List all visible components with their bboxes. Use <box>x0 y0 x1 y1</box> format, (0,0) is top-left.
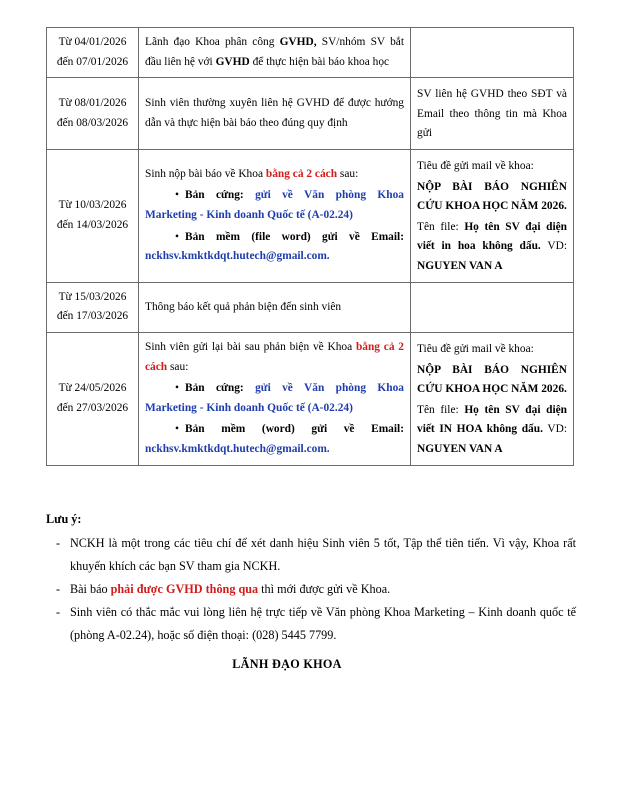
row-note-cell <box>411 78 574 150</box>
method-label: Bản mềm <box>185 423 246 436</box>
table-row <box>47 282 574 332</box>
date-from: Từ 15/03/2026 <box>58 290 127 303</box>
notes-title: Lưu ý: <box>46 512 82 526</box>
content-text-part: SV/nhóm SV bắt đầu liên hệ với <box>145 36 404 68</box>
method-label: Bản cứng: <box>185 189 244 202</box>
row-content-cell <box>139 332 411 465</box>
submission-intro <box>145 165 404 185</box>
submission-methods-list <box>145 186 404 266</box>
bullet-dot-icon: • <box>175 189 179 202</box>
bullet-dot-icon: • <box>175 230 179 243</box>
list-item <box>145 379 404 418</box>
list-item <box>145 186 404 225</box>
note-text-part: VD: <box>540 240 567 253</box>
row-content-cell <box>139 28 411 78</box>
content-paragraph <box>145 33 404 72</box>
note-filename-rule <box>417 401 567 460</box>
intro-highlight: bằng cả 2 cách <box>265 167 338 180</box>
row-date-cell <box>47 78 139 150</box>
row-note-cell <box>411 332 574 465</box>
note-highlight: phải được GVHD thông qua <box>110 581 259 596</box>
intro-text-part: Sinh nộp bài báo về Khoa <box>145 167 266 180</box>
resubmission-methods-list <box>145 379 404 459</box>
note-item-text: NCKH là một trong các tiêu chí để xét danh hiệu Sinh viên 5 tốt, Tập thể tiên tiến. Vì vậy, Khoa rất khuyến khích các bạn SV tham gia NCKH. <box>70 535 576 573</box>
note-dash-marker: - <box>56 535 61 550</box>
intro-text-part: Sinh viên gửi lại bài sau phản biện về Khoa <box>145 340 356 353</box>
content-bold-gvhd: GVHD <box>215 55 250 68</box>
row-content-cell <box>139 282 411 332</box>
row-date-cell <box>47 282 139 332</box>
table-row <box>47 28 574 78</box>
date-to: đến 17/03/2026 <box>56 310 129 323</box>
method-detail-link: gửi về Văn phòng Khoa Marketing - Kinh doanh Quốc tế (A-02.24) <box>145 382 404 414</box>
intro-highlight: bằng cả 2 cách <box>145 340 404 373</box>
note-item-3 <box>46 601 576 647</box>
row-content-cell <box>139 78 411 150</box>
note-text-part: thì mới được gửi về Khoa. <box>258 581 391 596</box>
submission-email: nckhsv.kmktkdqt.hutech@gmail.com. <box>145 250 330 263</box>
note-filename-bold: Họ tên SV đại diện viết IN HOA không dấu. <box>417 403 567 436</box>
row-date-cell <box>47 150 139 283</box>
date-to: đến 07/01/2026 <box>56 55 129 68</box>
note-mail-subject-label: Tiêu đề gửi mail về khoa: <box>417 342 534 355</box>
note-filename-bold: Họ tên SV đại diện viết in hoa không dấu. <box>417 220 567 253</box>
note-text-part: Tên file: <box>417 403 465 416</box>
date-from: Từ 24/05/2026 <box>58 382 127 395</box>
date-to: đến 27/03/2026 <box>56 401 129 414</box>
schedule-table <box>46 27 574 466</box>
note-text-part: VD: <box>542 423 567 436</box>
table-row <box>47 332 574 465</box>
intro-text-part: sau: <box>167 360 189 373</box>
note-filename-example: NGUYEN VAN A <box>417 442 503 455</box>
row-note-cell <box>411 28 574 78</box>
table-row <box>47 150 574 283</box>
list-item <box>145 420 404 459</box>
list-item <box>145 228 404 267</box>
date-from: Từ 08/01/2026 <box>58 97 127 110</box>
table-row <box>47 78 574 150</box>
submission-email: nckhsv.kmktkdqt.hutech@gmail.com. <box>145 442 330 455</box>
note-mail-subject-value: NỘP BÀI BÁO NGHIÊN CỨU KHOA HỌC NĂM 2026. <box>417 363 567 396</box>
date-from: Từ 04/01/2026 <box>58 36 127 48</box>
bullet-dot-icon: • <box>175 382 179 395</box>
note-mail-subject-label: Tiêu đề gửi mail về khoa: <box>417 160 534 173</box>
intro-text-part: sau: <box>337 167 359 180</box>
resubmission-intro <box>145 338 404 377</box>
note-paragraph: SV liên hệ GVHD theo SĐT và Email theo thông tin mà Khoa gửi <box>417 88 567 140</box>
note-text-part: Tên file: <box>417 220 465 233</box>
date-to: đến 14/03/2026 <box>56 218 129 231</box>
signature-line: LÃNH ĐẠO KHOA <box>232 656 342 671</box>
row-note-cell <box>411 282 574 332</box>
note-text-part: Bài báo <box>70 581 111 596</box>
content-bold-gvhd: GVHD, <box>279 36 317 48</box>
row-date-cell <box>47 28 139 78</box>
content-text-part: Lãnh đạo Khoa phân công <box>145 36 280 48</box>
method-label: Bản mềm <box>185 230 240 243</box>
method-detail-link: gửi về Văn phòng Khoa Marketing - Kinh doanh Quốc tế (A-02.24) <box>145 189 404 222</box>
method-format: (file word) gửi về Email: <box>251 230 404 243</box>
notes-section <box>46 508 576 688</box>
content-text-part: để thực hiện bài báo khoa học <box>249 55 390 68</box>
note-dash-marker: - <box>56 604 61 619</box>
note-item-2 <box>46 578 576 601</box>
method-label: Bản cứng: <box>185 382 244 395</box>
content-paragraph: Sinh viên thường xuyên liên hệ GVHD để được hướng dẫn và thực hiện bài báo theo đúng quy định <box>145 97 404 129</box>
content-paragraph: Thông báo kết quả phản biện đến sinh viên <box>145 300 342 313</box>
date-from: Từ 10/03/2026 <box>58 199 127 212</box>
note-mail-subject-value: NỘP BÀI BÁO NGHIÊN CỨU KHOA HỌC NĂM 2026. <box>417 180 567 213</box>
method-format: (word) gửi về Email: <box>261 423 404 436</box>
date-to: đến 08/03/2026 <box>56 116 129 129</box>
note-filename-rule <box>417 218 567 277</box>
row-note-cell <box>411 150 574 283</box>
row-date-cell <box>47 332 139 465</box>
note-item-text: Sinh viên có thắc mắc vui lòng liên hệ trực tiếp về Văn phòng Khoa Marketing – Kinh doanh quốc tế (phòng A-02.24), hoặc số điện thoại: (028) 5445 7799. <box>70 604 576 642</box>
note-item-1 <box>46 532 576 578</box>
note-dash-marker: - <box>56 581 61 596</box>
bullet-dot-icon: • <box>175 423 179 436</box>
note-filename-example: NGUYEN VAN A <box>417 260 503 273</box>
row-content-cell <box>139 150 411 283</box>
